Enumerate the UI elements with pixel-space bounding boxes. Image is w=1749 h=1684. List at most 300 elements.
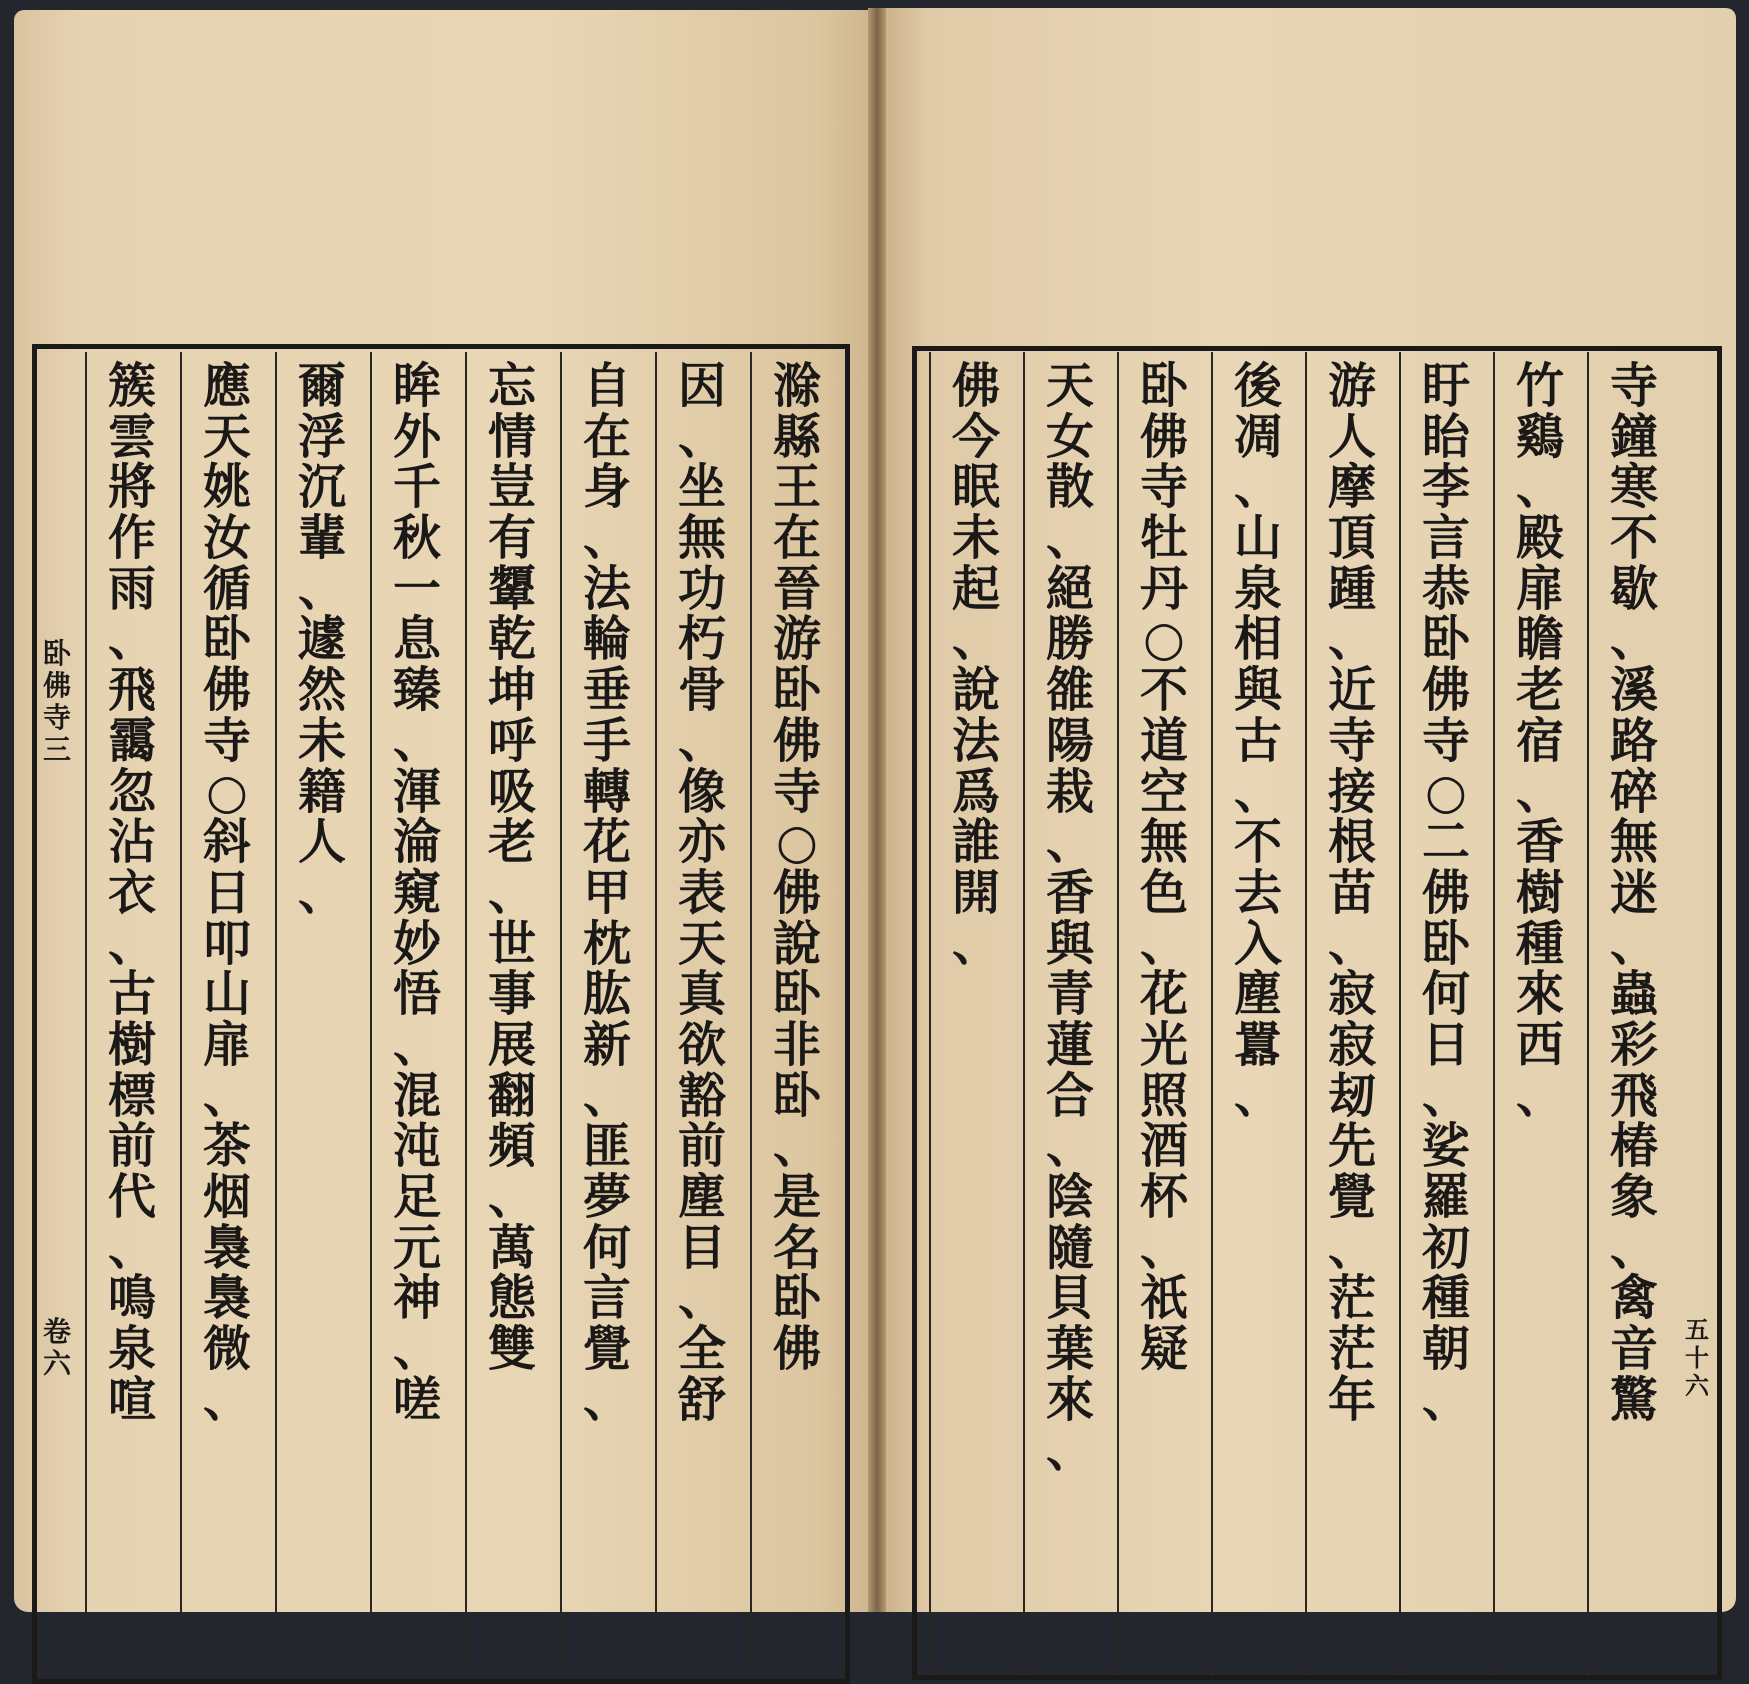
- character: 亦: [677, 814, 726, 871]
- column-rule: [465, 352, 467, 1676]
- character: 寒: [1609, 459, 1658, 516]
- character: 甲: [582, 864, 631, 921]
- character: 陰: [1045, 1169, 1094, 1225]
- character: 因: [677, 358, 726, 414]
- character: 簇: [107, 358, 156, 414]
- character: 竹: [1515, 358, 1564, 414]
- character: 香: [1045, 864, 1094, 921]
- character: 、: [1327, 1219, 1376, 1276]
- character: 頻: [487, 1118, 536, 1175]
- character: 覺: [582, 1321, 631, 1378]
- character: 新: [582, 1016, 631, 1073]
- text-column: [370, 358, 465, 1428]
- character: 宿: [1515, 712, 1564, 769]
- character: ○: [1425, 763, 1467, 820]
- character: 名: [772, 1219, 821, 1276]
- character: 忽: [107, 763, 156, 820]
- character: 悟: [392, 966, 441, 1023]
- character: 垂: [582, 662, 631, 719]
- character: 、: [582, 1067, 631, 1124]
- character: 坐: [677, 459, 726, 516]
- character: 縣: [772, 408, 821, 465]
- character: 初: [1421, 1219, 1470, 1276]
- character: 法: [582, 560, 631, 617]
- character: 頂: [1327, 510, 1376, 567]
- character: ○: [1143, 611, 1185, 668]
- character: 囂: [1233, 1016, 1282, 1073]
- character: 裊: [202, 1270, 251, 1327]
- character: 、: [1609, 611, 1658, 668]
- character: 、: [297, 560, 346, 617]
- character: 身: [582, 459, 631, 516]
- character: 十: [1685, 1343, 1709, 1372]
- character: 何: [582, 1219, 631, 1276]
- character: 寺: [1421, 712, 1470, 769]
- character: 翻: [487, 1067, 536, 1124]
- character: 花: [582, 814, 631, 871]
- character: 今: [951, 408, 1000, 465]
- character: 、: [1233, 1067, 1282, 1124]
- character: 音: [1609, 1321, 1658, 1378]
- character: 、: [1327, 611, 1376, 668]
- character: 晉: [772, 560, 821, 617]
- character: 、: [951, 915, 1000, 972]
- column-rule: [370, 352, 372, 1676]
- text-column: [1587, 358, 1681, 1428]
- text-column: [1023, 358, 1117, 1479]
- character: 卧: [1139, 358, 1188, 414]
- character: 嗟: [392, 1371, 441, 1428]
- character: 開: [951, 864, 1000, 921]
- character: 絕: [1045, 560, 1094, 617]
- character: 根: [1327, 814, 1376, 871]
- character: 樹: [1515, 864, 1564, 921]
- character: 游: [772, 611, 821, 668]
- character: 種: [1421, 1270, 1470, 1327]
- character: 五: [1685, 1315, 1709, 1344]
- character: 一: [392, 560, 441, 617]
- character: 、: [1609, 1219, 1658, 1276]
- left-margin-volume: [40, 1315, 74, 1382]
- character: 誰: [951, 814, 1000, 871]
- character: 刼: [1327, 1067, 1376, 1124]
- character: 遽: [297, 611, 346, 668]
- character: 手: [582, 712, 631, 769]
- text-column: [1117, 358, 1211, 1378]
- text-column: [929, 358, 1023, 972]
- character: 有: [487, 510, 536, 567]
- character: 恭: [1421, 560, 1470, 617]
- character: 佛: [951, 358, 1000, 414]
- character: 無: [1139, 814, 1188, 871]
- character: 樹: [107, 1016, 156, 1073]
- character: 來: [1045, 1371, 1094, 1428]
- character: 叩: [202, 915, 251, 972]
- character: 近: [1327, 662, 1376, 719]
- character: 佛: [1139, 408, 1188, 465]
- character: 卧: [202, 611, 251, 668]
- character: 息: [392, 611, 441, 668]
- character: 、: [1233, 459, 1282, 516]
- character: 、: [1515, 1067, 1564, 1124]
- character: 、: [1045, 510, 1094, 567]
- character: 扉: [1515, 560, 1564, 617]
- character: 卧: [1421, 611, 1470, 668]
- character: 在: [582, 408, 631, 465]
- character: 、: [1327, 915, 1376, 972]
- character: 相: [1233, 611, 1282, 668]
- character: 路: [1609, 712, 1658, 769]
- text-column: [1399, 358, 1493, 1428]
- character: 、: [1045, 1422, 1094, 1479]
- character: 、: [297, 864, 346, 921]
- character: 沉: [297, 459, 346, 516]
- character: 、: [107, 915, 156, 972]
- character: 二: [1421, 814, 1470, 871]
- character: 滁: [772, 358, 821, 414]
- character: 、: [392, 1321, 441, 1378]
- character: 應: [202, 358, 251, 414]
- character: 、: [677, 408, 726, 465]
- character: 椿: [1609, 1118, 1658, 1175]
- character: 溪: [1609, 662, 1658, 719]
- character: 泉: [1233, 560, 1282, 617]
- character: 天: [202, 408, 251, 465]
- character: 妙: [392, 915, 441, 972]
- character: 香: [1515, 814, 1564, 871]
- character: 法: [951, 712, 1000, 769]
- character: 是: [772, 1169, 821, 1225]
- character: 雒: [1045, 662, 1094, 719]
- character: 、: [392, 1016, 441, 1073]
- character: 合: [1045, 1067, 1094, 1124]
- character: 呼: [487, 712, 536, 769]
- character: 、: [202, 1067, 251, 1124]
- character: 秋: [392, 510, 441, 567]
- character: 表: [677, 864, 726, 921]
- column-rule: [180, 352, 182, 1676]
- character: 言: [1421, 510, 1470, 567]
- character: 青: [1045, 966, 1094, 1023]
- character: 卧: [772, 1270, 821, 1327]
- text-column: [1493, 358, 1587, 1124]
- character: 寺: [1139, 459, 1188, 516]
- character: 陽: [1045, 712, 1094, 769]
- character: 、: [677, 1270, 726, 1327]
- character: 瞻: [1515, 611, 1564, 668]
- column-rule: [1493, 352, 1495, 1676]
- character: 輩: [297, 510, 346, 567]
- character: 迷: [1609, 864, 1658, 921]
- character: 、: [772, 1118, 821, 1175]
- character: 功: [677, 560, 726, 617]
- character: 卧: [772, 1067, 821, 1124]
- character: 與: [1045, 915, 1094, 972]
- character: 、: [1139, 1219, 1188, 1276]
- character: 事: [487, 966, 536, 1023]
- column-rule: [85, 352, 87, 1676]
- character: 窺: [392, 864, 441, 921]
- character: 足: [392, 1169, 441, 1225]
- character: 、: [1045, 814, 1094, 871]
- character: 眙: [1421, 408, 1470, 465]
- character: 寺: [1327, 712, 1376, 769]
- character: 、: [202, 1371, 251, 1428]
- character: 六: [1685, 1371, 1709, 1400]
- character: 無: [1609, 814, 1658, 871]
- column-rule: [560, 352, 562, 1676]
- character: 佛: [1421, 864, 1470, 921]
- character: 禽: [1609, 1270, 1658, 1327]
- character: 沾: [107, 814, 156, 871]
- text-column: [275, 358, 370, 921]
- text-column: [465, 358, 560, 1378]
- character: 雨: [107, 560, 156, 617]
- character: 斜: [202, 814, 251, 871]
- character: 去: [1233, 864, 1282, 921]
- character: 歇: [1609, 560, 1658, 617]
- character: 苗: [1327, 864, 1376, 921]
- character: 將: [107, 459, 156, 516]
- character: 像: [677, 763, 726, 820]
- right-margin-folio: [1680, 1315, 1714, 1402]
- character: 舒: [677, 1371, 726, 1428]
- character: 爲: [951, 763, 1000, 820]
- character: 作: [107, 510, 156, 567]
- character: 不: [1139, 662, 1188, 719]
- character: 鐘: [1609, 408, 1658, 465]
- character: 全: [677, 1321, 726, 1378]
- character: 茫: [1327, 1270, 1376, 1327]
- character: 外: [392, 408, 441, 465]
- character: 忘: [487, 358, 536, 414]
- character: 、: [392, 712, 441, 769]
- character: 卧: [1421, 915, 1470, 972]
- character: 無: [677, 510, 726, 567]
- character: 驚: [1609, 1371, 1658, 1428]
- text-column: [655, 358, 750, 1428]
- text-column: [85, 358, 180, 1428]
- character: 匪: [582, 1118, 631, 1175]
- character: 不: [1609, 510, 1658, 567]
- character: 卷: [42, 1315, 71, 1348]
- character: 真: [677, 966, 726, 1023]
- character: 裊: [202, 1219, 251, 1276]
- character: 扉: [202, 1016, 251, 1073]
- character: 顰: [487, 560, 536, 617]
- character: 老: [1515, 662, 1564, 719]
- character: 萬: [487, 1219, 536, 1276]
- character: 鷄: [1515, 408, 1564, 465]
- character: 勝: [1045, 611, 1094, 668]
- character: 吸: [487, 763, 536, 820]
- text-column: [1305, 358, 1399, 1428]
- character: 、: [1421, 1067, 1470, 1124]
- character: 沌: [392, 1118, 441, 1175]
- character: 、: [1045, 1118, 1094, 1175]
- character: 來: [1515, 966, 1564, 1023]
- character: 杯: [1139, 1169, 1188, 1225]
- character: 、: [1515, 459, 1564, 516]
- character: 衣: [107, 864, 156, 921]
- character: 佛: [1421, 662, 1470, 719]
- character: 西: [1515, 1016, 1564, 1073]
- character: 標: [107, 1067, 156, 1124]
- character: 卧: [42, 637, 71, 670]
- column-rule: [1023, 352, 1025, 1676]
- column-rule: [655, 352, 657, 1676]
- character: 李: [1421, 459, 1470, 516]
- character: 栽: [1045, 763, 1094, 820]
- character: 循: [202, 560, 251, 617]
- character: 轉: [582, 763, 631, 820]
- character: ○: [776, 814, 818, 871]
- character: 在: [772, 510, 821, 567]
- character: 道: [1139, 712, 1188, 769]
- character: 渾: [392, 763, 441, 820]
- character: 古: [1233, 712, 1282, 769]
- character: 佛: [42, 669, 71, 702]
- character: 天: [677, 915, 726, 972]
- column-rule: [750, 352, 752, 1676]
- character: 寺: [1609, 358, 1658, 414]
- character: 覺: [1327, 1169, 1376, 1225]
- character: 情: [487, 408, 536, 465]
- character: 靄: [107, 712, 156, 769]
- character: 蓮: [1045, 1016, 1094, 1073]
- character: 欲: [677, 1016, 726, 1073]
- character: 茶: [202, 1118, 251, 1175]
- character: 非: [772, 1016, 821, 1073]
- character: 游: [1327, 358, 1376, 414]
- character: 代: [107, 1169, 156, 1225]
- column-rule: [1305, 352, 1307, 1676]
- character: 羅: [1421, 1169, 1470, 1225]
- character: 彩: [1609, 1016, 1658, 1073]
- character: 朝: [1421, 1321, 1470, 1378]
- character: 日: [1421, 1016, 1470, 1073]
- character: 豈: [487, 459, 536, 516]
- character: 王: [772, 459, 821, 516]
- character: 光: [1139, 1016, 1188, 1073]
- character: 混: [392, 1067, 441, 1124]
- character: 、: [1233, 763, 1282, 820]
- character: 踵: [1327, 560, 1376, 617]
- character: 自: [582, 358, 631, 414]
- character: 塵: [1233, 966, 1282, 1023]
- column-rule: [1399, 352, 1401, 1676]
- character: 人: [297, 814, 346, 871]
- character: 輪: [582, 611, 631, 668]
- character: 入: [1233, 915, 1282, 972]
- character: 寺: [42, 701, 71, 734]
- character: 、: [1609, 915, 1658, 972]
- character: 、: [487, 864, 536, 921]
- character: 、: [107, 1219, 156, 1276]
- character: 烟: [202, 1169, 251, 1225]
- character: 眠: [951, 459, 1000, 516]
- character: 說: [951, 662, 1000, 719]
- character: 姚: [202, 459, 251, 516]
- character: 、: [582, 1371, 631, 1428]
- character: 汝: [202, 510, 251, 567]
- character: 先: [1327, 1118, 1376, 1175]
- character: 隨: [1045, 1219, 1094, 1276]
- character: 元: [392, 1219, 441, 1276]
- character: 與: [1233, 662, 1282, 719]
- character: 朽: [677, 611, 726, 668]
- character: 世: [487, 915, 536, 972]
- character: 枕: [582, 915, 631, 972]
- character: 起: [951, 560, 1000, 617]
- character: 未: [297, 712, 346, 769]
- character: 言: [582, 1270, 631, 1327]
- character: 葉: [1045, 1321, 1094, 1378]
- character: 豁: [677, 1067, 726, 1124]
- character: 前: [107, 1118, 156, 1175]
- character: 寂: [1327, 966, 1376, 1023]
- character: 、: [487, 1169, 536, 1225]
- character: 佛: [202, 662, 251, 719]
- column-rule: [929, 352, 931, 1676]
- character: 乾: [487, 611, 536, 668]
- character: 喧: [107, 1371, 156, 1428]
- character: 寺: [772, 763, 821, 820]
- character: 貝: [1045, 1270, 1094, 1327]
- character: 、: [107, 611, 156, 668]
- character: 後: [1233, 358, 1282, 414]
- text-column: [1211, 358, 1305, 1124]
- character: 照: [1139, 1067, 1188, 1124]
- character: 人: [1327, 408, 1376, 465]
- character: 殿: [1515, 510, 1564, 567]
- character: 老: [487, 814, 536, 871]
- text-column: [750, 358, 845, 1378]
- character: 凋: [1233, 408, 1282, 465]
- character: 雙: [487, 1321, 536, 1378]
- character: 山: [1233, 510, 1282, 567]
- character: 、: [1139, 915, 1188, 972]
- character: 天: [1045, 358, 1094, 414]
- character: 骨: [677, 662, 726, 719]
- character: 泉: [107, 1321, 156, 1378]
- character: ○: [206, 763, 248, 820]
- character: 目: [677, 1219, 726, 1276]
- character: 坤: [487, 662, 536, 719]
- character: 不: [1233, 814, 1282, 871]
- text-column: [560, 358, 655, 1428]
- column-rule: [1117, 352, 1119, 1676]
- character: 說: [772, 915, 821, 972]
- character: 女: [1045, 408, 1094, 465]
- character: 籍: [297, 763, 346, 820]
- character: 飛: [1609, 1067, 1658, 1124]
- character: 寂: [1327, 1016, 1376, 1073]
- character: 微: [202, 1321, 251, 1378]
- character: 千: [392, 459, 441, 516]
- column-rule: [1211, 352, 1213, 1676]
- character: 疑: [1139, 1321, 1188, 1378]
- character: 佛: [772, 712, 821, 769]
- character: 蟲: [1609, 966, 1658, 1023]
- character: 態: [487, 1270, 536, 1327]
- character: 象: [1609, 1169, 1658, 1225]
- character: 眸: [392, 358, 441, 414]
- character: 展: [487, 1016, 536, 1073]
- character: 茫: [1327, 1321, 1376, 1378]
- character: 、: [1515, 763, 1564, 820]
- character: 牡: [1139, 510, 1188, 567]
